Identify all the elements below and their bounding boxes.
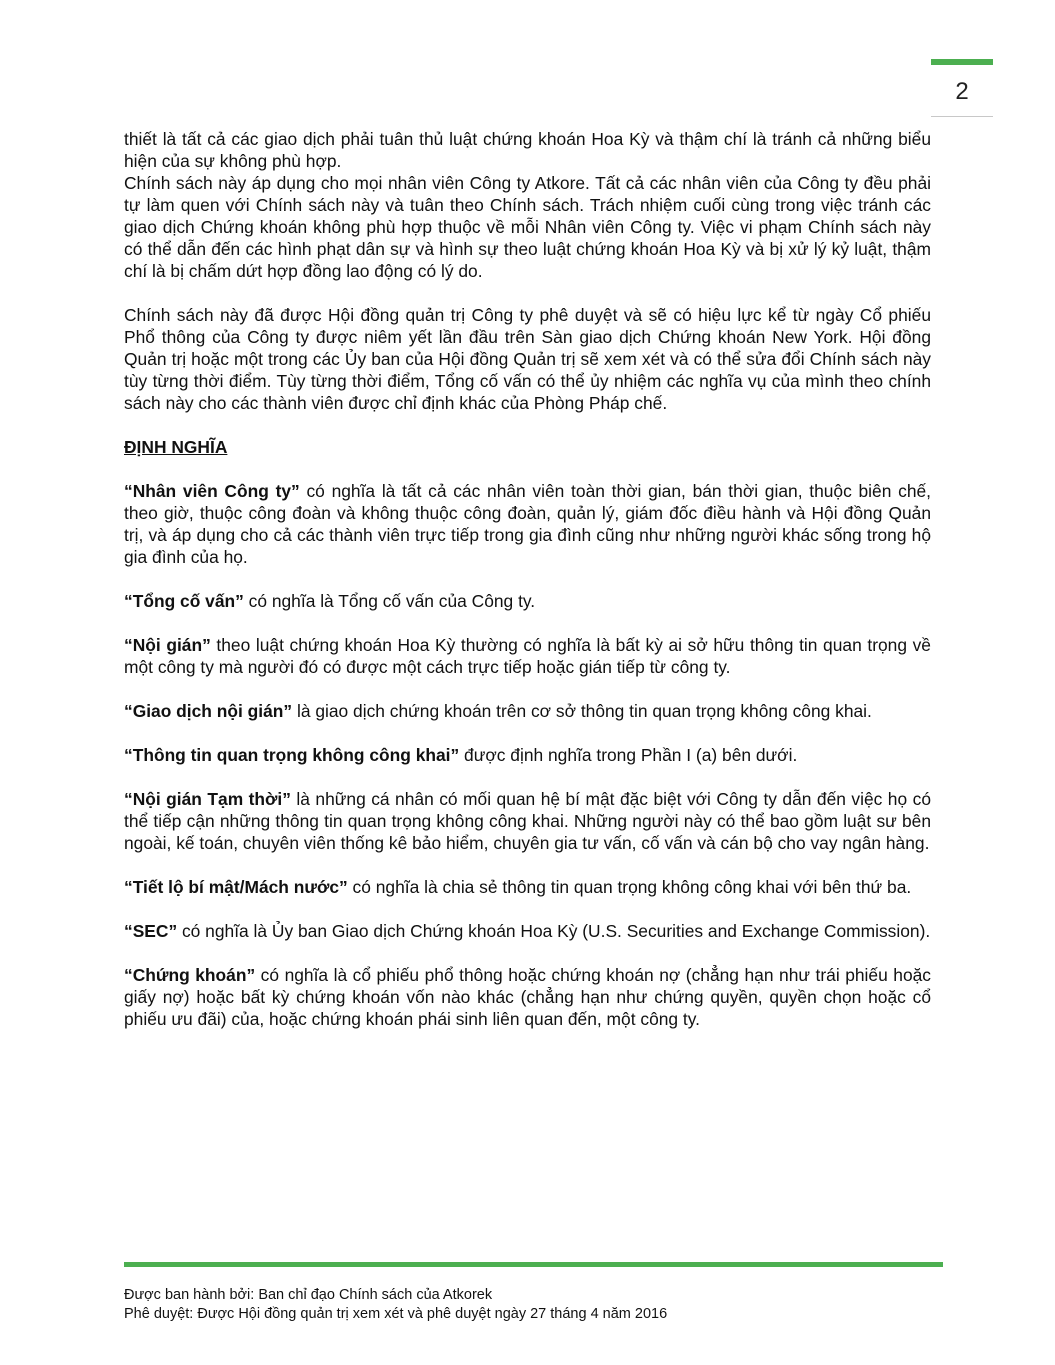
definition-item bbox=[124, 964, 931, 1030]
definition-text: có nghĩa là cổ phiếu phổ thông hoặc chứng khoán nợ (chẳng hạn như trái phiếu hoặc giấy nợ) hoặc bất kỳ chứng khoán vốn nào khác (chẳng hạn như chứng quyền, quyền chọn hoặc cổ phiếu ưu đãi) của, hoặc chứng khoán phái sinh liên quan đến, một công ty. bbox=[124, 965, 931, 1029]
definition-item bbox=[124, 744, 931, 766]
definition-item bbox=[124, 700, 931, 722]
section-heading-definitions: ĐỊNH NGHĨA bbox=[124, 437, 228, 457]
definition-term: “Nội gián” bbox=[124, 635, 211, 655]
definition-term: “Giao dịch nội gián” bbox=[124, 701, 293, 721]
footer-issued-label: Được ban hành bởi: bbox=[124, 1287, 255, 1303]
page-number-divider bbox=[931, 116, 993, 117]
page-number: 2 bbox=[955, 78, 969, 105]
definition-term: “Nội gián Tạm thời” bbox=[124, 789, 291, 809]
definition-text: là giao dịch chứng khoán trên cơ sở thông tin quan trọng không công khai. bbox=[292, 701, 872, 721]
definition-text: có nghĩa là Ủy ban Giao dịch Chứng khoán Hoa Kỳ (U.S. Securities and Exchange Commission). bbox=[177, 921, 931, 941]
definition-term: “Chứng khoán” bbox=[124, 965, 256, 985]
page-number-accent-bar bbox=[931, 59, 993, 65]
definition-text: được định nghĩa trong Phần I (a) bên dưới. bbox=[459, 745, 798, 765]
definition-text: có nghĩa là chia sẻ thông tin quan trọng không công khai với bên thứ ba. bbox=[347, 877, 912, 897]
definition-term: “SEC” bbox=[124, 921, 178, 941]
footer-approved-value: Được Hội đồng quản trị xem xét và phê duyệt ngày 27 tháng 4 năm 2016 bbox=[193, 1306, 668, 1322]
definition-term: “Tiết lộ bí mật/Mách nước” bbox=[124, 877, 348, 897]
definition-item bbox=[124, 590, 931, 612]
intro-paragraph-1: thiết là tất cả các giao dịch phải tuân thủ luật chứng khoán Hoa Kỳ và thậm chí là tránh cả những biểu hiện của sự không phù hợp. bbox=[124, 129, 931, 171]
footer-approved-label: Phê duyệt: bbox=[124, 1306, 194, 1322]
definition-text: là những cá nhân có mối quan hệ bí mật đặc biệt với Công ty dẫn đến việc họ có thể tiếp cận những thông tin quan trọng không công khai. Những người này có thể bao gồm luật sư bên ngoài, kế toán, chuyên viên thống kê bảo hiểm, chuyên gia tư vấn, cố vấn và cán bộ cho vay ngân hàng. bbox=[124, 789, 931, 853]
definition-text: theo luật chứng khoán Hoa Kỳ thường có nghĩa là bất kỳ ai sở hữu thông tin quan trọng về một công ty mà người đó có được một cách trực tiếp hoặc gián tiếp từ công ty. bbox=[124, 635, 931, 677]
definition-text: có nghĩa là tất cả các nhân viên toàn thời gian, bán thời gian, thuộc biên chế, theo giờ, thuộc công đoàn và không thuộc công đoàn, quản lý, giám đốc điều hành và Hội đồng Quản trị, và áp dụng cho cả các thành viên trực tiếp trong gia đình cũng như những người khác sống trong hộ gia đình của họ. bbox=[124, 481, 931, 567]
footer-accent-bar bbox=[124, 1262, 943, 1267]
definition-term: “Thông tin quan trọng không công khai” bbox=[124, 745, 460, 765]
definition-term: “Tổng cố vấn” bbox=[124, 591, 244, 611]
document-body bbox=[124, 128, 931, 1030]
footer-approved-line bbox=[124, 1305, 954, 1324]
intro-paragraph-2: Chính sách này áp dụng cho mọi nhân viên Công ty Atkore. Tất cả các nhân viên của Công ty đều phải tự làm quen với Chính sách này và tuân theo Chính sách. Trách nhiệm cuối cùng trong việc tránh các giao dịch Chứng khoán không phù hợp thuộc về mỗi Nhân viên Công ty. Việc vi phạm Chính sách này có thể dẫn đến các hình phạt dân sự và hình sự theo luật chứng khoán Hoa Kỳ và bị xử lý kỷ luật, thậm chí là bị chấm dứt hợp đồng lao động có lý do. bbox=[124, 173, 931, 281]
footer-issued-line bbox=[124, 1286, 954, 1305]
definition-term: “Nhân viên Công ty” bbox=[124, 481, 300, 501]
definition-item bbox=[124, 876, 931, 898]
footer bbox=[124, 1286, 954, 1324]
intro-paragraph-3: Chính sách này đã được Hội đồng quản trị Công ty phê duyệt và sẽ có hiệu lực kể từ ngày Cổ phiếu Phổ thông của Công ty được niêm yết lần đầu trên Sàn giao dịch Chứng khoán New York. Hội đồng Quản trị hoặc một trong các Ủy ban của Hội đồng Quản trị sẽ xem xét và có thể sửa đổi Chính sách này tùy từng thời điểm. Tùy từng thời điểm, Tổng cố vấn có thể ủy nhiệm các nghĩa vụ của mình theo chính sách này cho các thành viên được chỉ định khác của Phòng Pháp chế. bbox=[124, 305, 931, 413]
definition-item bbox=[124, 788, 931, 854]
definition-text: có nghĩa là Tổng cố vấn của Công ty. bbox=[243, 591, 536, 611]
footer-issued-value: Ban chỉ đạo Chính sách của Atkorek bbox=[254, 1287, 493, 1303]
definition-item bbox=[124, 920, 931, 942]
definition-item bbox=[124, 634, 931, 678]
definition-item bbox=[124, 480, 931, 568]
